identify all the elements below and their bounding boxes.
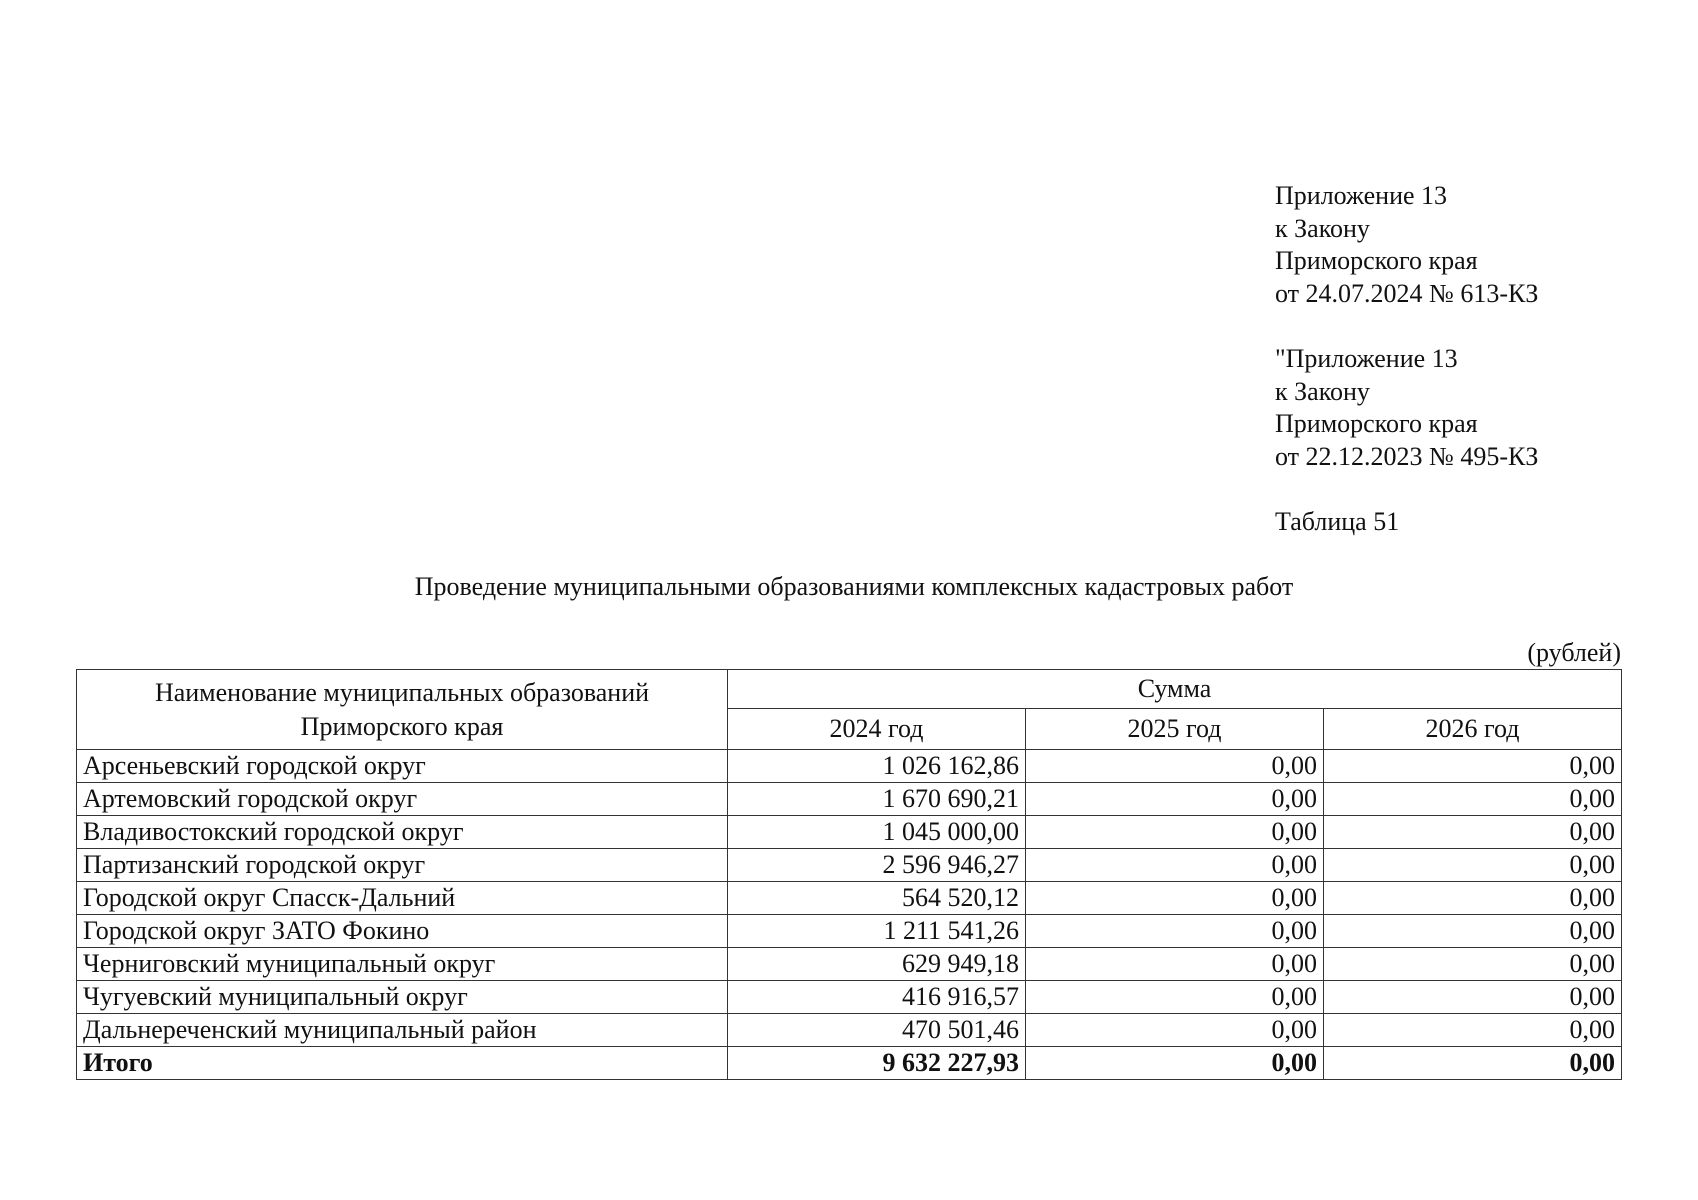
amount-2026: 0,00 <box>1324 849 1622 882</box>
amount-2025: 0,00 <box>1026 783 1324 816</box>
amount-2026: 0,00 <box>1324 750 1622 783</box>
appendix-line: к Закону <box>1275 376 1370 406</box>
appendix-reference-current <box>1275 180 1538 310</box>
table-row <box>77 981 1622 1014</box>
table-number: Таблица 51 <box>1275 507 1400 536</box>
municipality-name: Партизанский городской округ <box>77 849 728 882</box>
amount-2026: 0,00 <box>1324 882 1622 915</box>
table-row <box>77 882 1622 915</box>
unit-label: (рублей) <box>1527 638 1621 667</box>
amount-2026: 0,00 <box>1324 1014 1622 1047</box>
amount-2024: 1 026 162,86 <box>728 750 1026 783</box>
amount-2024: 629 949,18 <box>728 948 1026 981</box>
amount-2025: 0,00 <box>1026 849 1324 882</box>
appendix-line: Приморского края <box>1275 409 1478 438</box>
amount-2025: 0,00 <box>1026 915 1324 948</box>
amount-2024: 1 670 690,21 <box>728 783 1026 816</box>
amount-2025: 0,00 <box>1026 816 1324 849</box>
document-title: Проведение муниципальными образованиями комплексных кадастровых работ <box>414 572 1294 601</box>
appendix-line: от 22.12.2023 № 495-КЗ <box>1275 441 1539 471</box>
total-2025: 0,00 <box>1026 1047 1324 1080</box>
amount-2025: 0,00 <box>1026 1014 1324 1047</box>
amount-2024: 470 501,46 <box>728 1014 1026 1047</box>
table-row <box>77 948 1622 981</box>
municipality-name: Арсеньевский городской округ <box>77 750 728 783</box>
municipality-name: Городской округ Спасск-Дальний <box>77 882 728 915</box>
column-header-year-2026: 2026 год <box>1324 709 1622 750</box>
appendix-reference-original <box>1275 343 1538 473</box>
amount-2026: 0,00 <box>1324 816 1622 849</box>
municipality-name: Черниговский муниципальный округ <box>77 948 728 981</box>
municipality-name: Чугуевский муниципальный округ <box>77 981 728 1014</box>
municipality-name: Владивостокский городской округ <box>77 816 728 849</box>
municipality-name: Городской округ ЗАТО Фокино <box>77 915 728 948</box>
column-header-name: Наименование муниципальных образований Приморского края <box>77 670 728 750</box>
amount-2025: 0,00 <box>1026 750 1324 783</box>
amount-2024: 564 520,12 <box>728 882 1026 915</box>
amount-2024: 416 916,57 <box>728 981 1026 1014</box>
amount-2026: 0,00 <box>1324 981 1622 1014</box>
amount-2026: 0,00 <box>1324 915 1622 948</box>
amount-2024: 1 045 000,00 <box>728 816 1026 849</box>
appendix-line: от 24.07.2024 № 613-КЗ <box>1275 278 1539 308</box>
total-2024: 9 632 227,93 <box>728 1047 1026 1080</box>
appendix-line: к Закону <box>1275 213 1370 243</box>
table-row <box>77 1014 1622 1047</box>
appendix-line: Приморского края <box>1275 246 1478 275</box>
total-label: Итого <box>77 1047 728 1080</box>
amount-2026: 0,00 <box>1324 783 1622 816</box>
column-header-year-2024: 2024 год <box>728 709 1026 750</box>
amount-2026: 0,00 <box>1324 948 1622 981</box>
municipality-name: Дальнереченский муниципальный район <box>77 1014 728 1047</box>
table-total-row <box>77 1047 1622 1080</box>
amount-2025: 0,00 <box>1026 948 1324 981</box>
amount-2024: 1 211 541,26 <box>728 915 1026 948</box>
total-2026: 0,00 <box>1324 1047 1622 1080</box>
table-row <box>77 783 1622 816</box>
table-row <box>77 816 1622 849</box>
column-header-year-2025: 2025 год <box>1026 709 1324 750</box>
table-row <box>77 915 1622 948</box>
table-row <box>77 849 1622 882</box>
appendix-line: Приложение 13 <box>1275 181 1448 210</box>
column-header-sum: Сумма <box>728 670 1622 709</box>
municipality-name: Артемовский городской округ <box>77 783 728 816</box>
amount-2025: 0,00 <box>1026 981 1324 1014</box>
table-row <box>77 750 1622 783</box>
cadastral-works-table <box>76 669 1622 1080</box>
appendix-line: "Приложение 13 <box>1275 344 1458 373</box>
amount-2024: 2 596 946,27 <box>728 849 1026 882</box>
amount-2025: 0,00 <box>1026 882 1324 915</box>
